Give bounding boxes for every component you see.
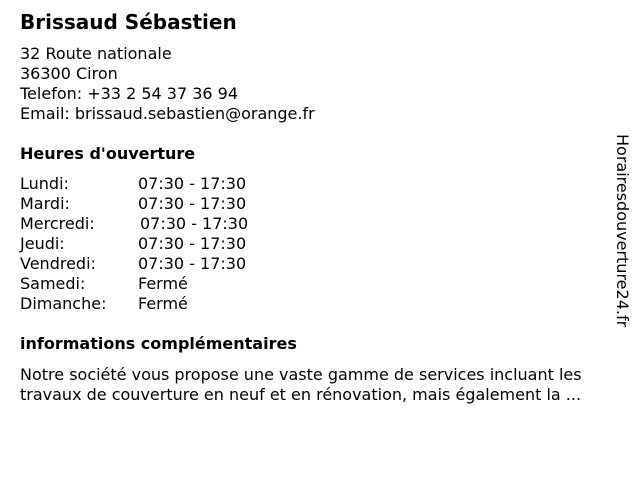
hours-row xyxy=(20,194,280,214)
opening-hours-list xyxy=(20,174,280,314)
time-value: 07:30 - 17:30 xyxy=(140,214,249,233)
time-value: 07:30 - 17:30 xyxy=(138,194,247,213)
phone-number[interactable]: Telefon: +33 2 54 37 36 94 xyxy=(20,84,239,103)
day-label: Jeudi: xyxy=(20,234,65,253)
hours-row xyxy=(20,274,280,294)
day-label: Lundi: xyxy=(20,174,69,193)
contact-block xyxy=(20,44,315,124)
description xyxy=(20,365,630,405)
hours-row xyxy=(20,234,280,254)
description-line: Notre société vous propose une vaste gamme de services incluant les xyxy=(20,365,582,384)
address-city: 36300 Ciron xyxy=(20,64,118,83)
watermark-text: Horairesdouverture24.fr xyxy=(613,134,632,328)
business-name: Brissaud Sébastien xyxy=(20,10,237,34)
email-address[interactable]: Email: brissaud.sebastien@orange.fr xyxy=(20,104,315,123)
hours-row xyxy=(20,174,280,194)
address-street: 32 Route nationale xyxy=(20,44,172,63)
time-value: 07:30 - 17:30 xyxy=(138,174,247,193)
hours-row xyxy=(20,214,280,234)
hours-heading: Heures d'ouverture xyxy=(20,144,196,163)
hours-row xyxy=(20,254,280,274)
site-watermark xyxy=(612,134,632,344)
day-label: Vendredi: xyxy=(20,254,96,273)
day-label: Mardi: xyxy=(20,194,70,213)
time-value: 07:30 - 17:30 xyxy=(138,234,247,253)
day-label: Mercredi: xyxy=(20,214,95,233)
time-value: 07:30 - 17:30 xyxy=(138,254,247,273)
day-label: Samedi: xyxy=(20,274,86,293)
info-heading: informations complémentaires xyxy=(20,334,297,353)
time-value: Fermé xyxy=(138,294,188,313)
time-value: Fermé xyxy=(138,274,188,293)
day-label: Dimanche: xyxy=(20,294,107,313)
description-line: travaux de couverture en neuf et en rénovation, mais également la ... xyxy=(20,385,582,404)
hours-row xyxy=(20,294,280,314)
